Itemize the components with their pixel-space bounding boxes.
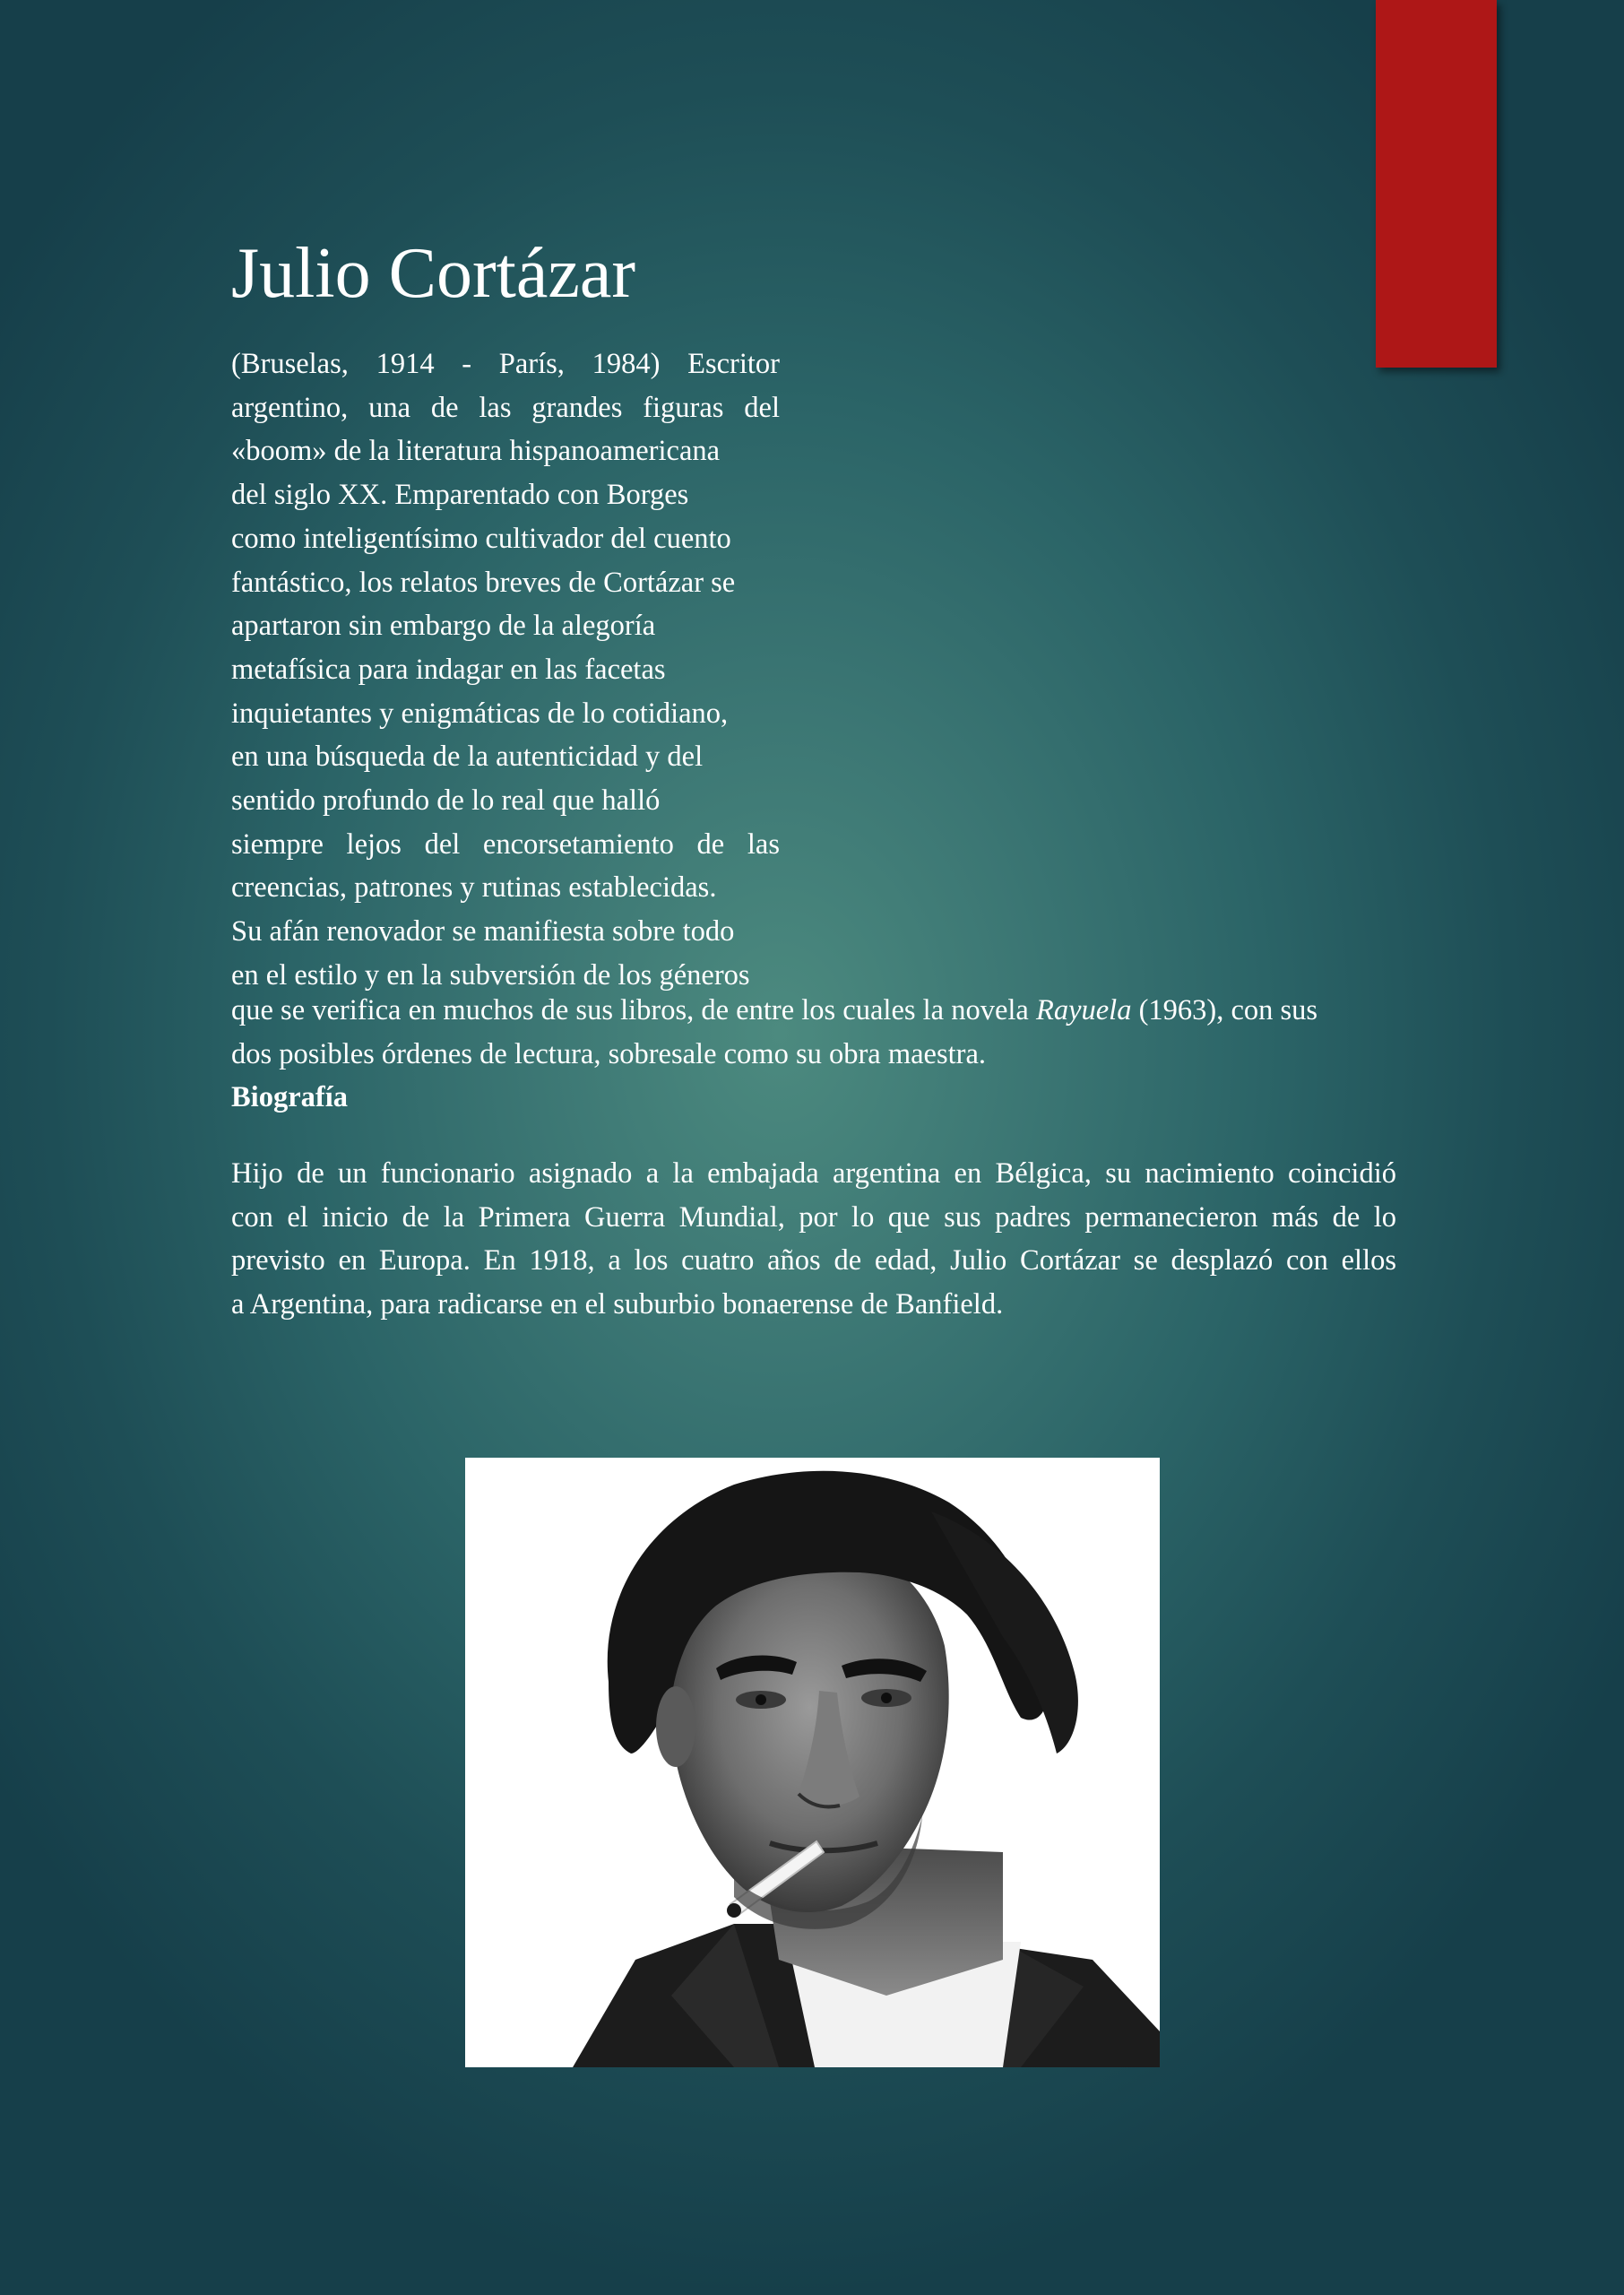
intro-line: metafísica para indagar en las facetas <box>231 653 666 686</box>
intro-line: siempre lejos del encorsetamiento de las <box>231 827 780 861</box>
intro-line: (Bruselas, 1914 - París, 1984) Escritor <box>231 348 780 380</box>
biography-heading: Biografía <box>231 1081 348 1113</box>
intro-line: en una búsqueda de la autenticidad y del <box>231 740 704 774</box>
biography-paragraph <box>231 1152 1396 1327</box>
intro-paragraph-continuation <box>231 989 1396 1076</box>
page-title: Julio Cortázar <box>231 234 635 313</box>
intro-line: inquietantes y enigmáticas de lo cotidiano, <box>231 697 729 730</box>
intro-line-text: que se verifica en muchos de sus libros, de entre los cuales la novela <box>231 994 1036 1026</box>
intro-line: apartaron sin embargo de la alegoría <box>231 610 656 643</box>
decorative-red-ribbon <box>1376 0 1497 368</box>
intro-line: creencias, patrones y rutinas establecidas. <box>231 871 717 905</box>
author-portrait-photo <box>465 1458 1160 2067</box>
biography-line: Hijo de un funcionario asignado a la embajada argentina en Bélgica, su nacimiento coincidió <box>231 1157 1396 1190</box>
novel-title-rayuela: Rayuela <box>1035 994 1132 1026</box>
intro-paragraph <box>231 342 780 998</box>
portrait-illustration <box>465 1458 1160 2067</box>
biography-line: con el inicio de la Primera Guerra Mundial, por lo que sus padres permanecieron más de lo <box>231 1200 1396 1234</box>
intro-line: como inteligentísimo cultivador del cuento <box>231 522 731 555</box>
intro-line: del siglo XX. Emparentado con Borges <box>231 479 689 512</box>
intro-line: Su afán renovador se manifiesta sobre todo <box>231 915 735 948</box>
intro-line: «boom» de la literatura hispanoamericana <box>231 435 721 468</box>
intro-line: dos posibles órdenes de lectura, sobresale como su obra maestra. <box>231 1037 987 1070</box>
intro-line: en el estilo y en la subversión de los géneros <box>231 958 750 992</box>
intro-line: sentido profundo de lo real que halló <box>231 784 661 818</box>
intro-line: fantástico, los relatos breves de Cortázar se <box>231 566 736 599</box>
intro-line <box>231 989 1396 1033</box>
biography-line: a Argentina, para radicarse en el suburbio bonaerense de Banfield. <box>231 1288 1004 1321</box>
biography-line: previsto en Europa. En 1918, a los cuatro años de edad, Julio Cortázar se desplazó con ellos <box>231 1244 1396 1277</box>
intro-line: argentino, una de las grandes figuras del <box>231 391 780 424</box>
intro-line-text: (1963), con sus <box>1131 994 1318 1026</box>
